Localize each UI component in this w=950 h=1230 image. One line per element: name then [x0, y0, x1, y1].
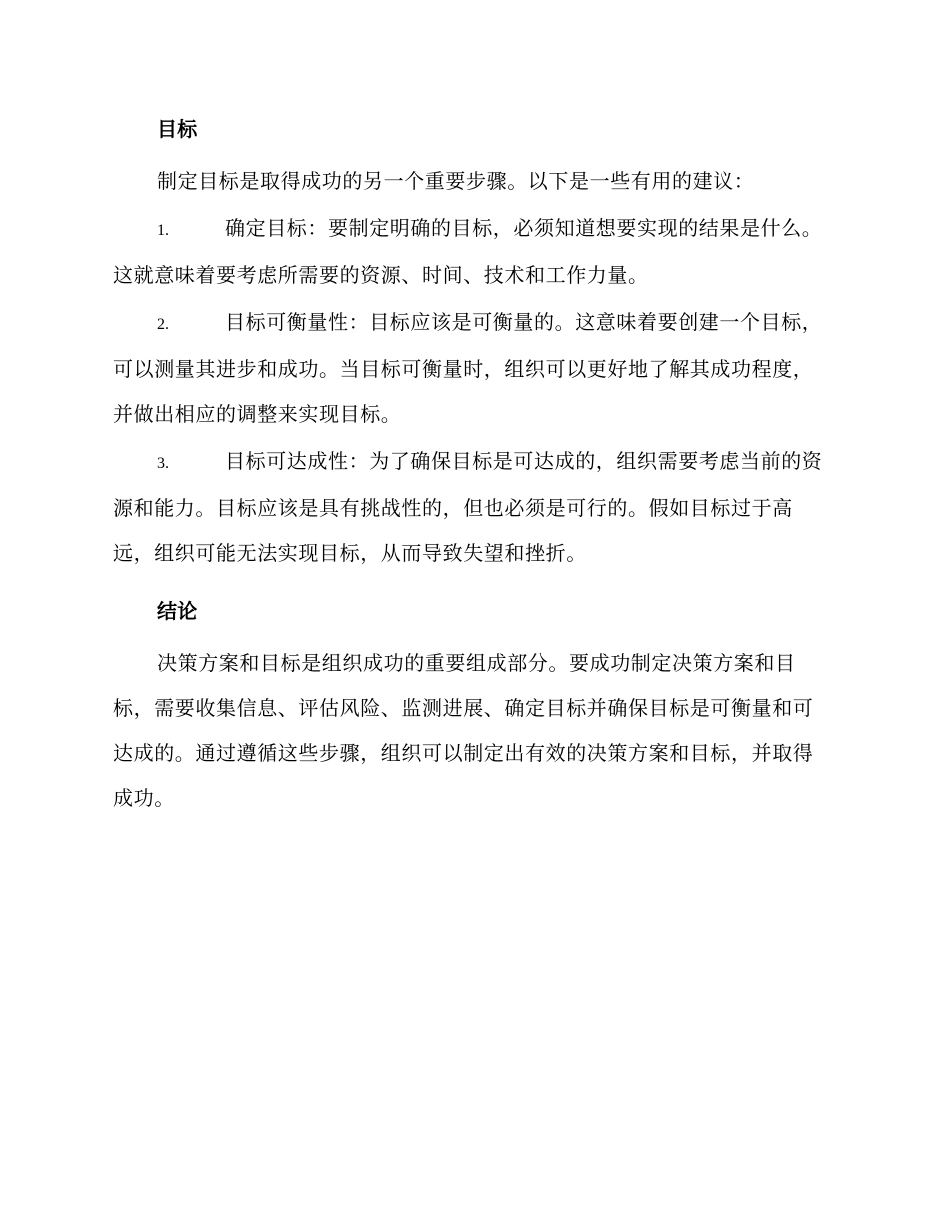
goal-intro-paragraph: 制定目标是取得成功的另一个重要步骤。以下是一些有用的建议： — [157, 169, 755, 193]
list-number: 3. — [157, 455, 169, 472]
section-heading-goal: 目标 — [157, 117, 198, 141]
list-item-text: 确定目标：要制定明确的目标，必须知道想要实现的结果是什么。这就意味着要考虑所需要的资源、时间、技术和工作力量。 — [113, 216, 823, 287]
goal-list-item-2 — [113, 300, 833, 437]
list-number: 2. — [157, 316, 169, 333]
list-number: 1. — [157, 222, 169, 239]
goal-list-item-3 — [113, 439, 833, 576]
list-item-text: 目标可达成性：为了确保目标是可达成的，组织需要考虑当前的资源和能力。目标应该是具有挑战性的，但也必须是可行的。假如目标过于高远，组织可能无法实现目标，从而导致失望和挫折。 — [113, 449, 823, 565]
spacer — [113, 628, 833, 641]
conclusion-paragraph: 决策方案和目标是组织成功的重要组成部分。要成功制定决策方案和目标，需要收集信息、评估风险、监测进展、确定目标并确保目标是可衡量和可达成的。通过遵循这些步骤，组织可以制定出有效的决策方案和目标，并取得成功。 — [113, 651, 814, 810]
section-heading-conclusion: 结论 — [157, 599, 198, 623]
document-page — [113, 112, 833, 821]
spacer — [113, 576, 833, 594]
spacer — [113, 146, 833, 159]
goal-list-item-1 — [113, 206, 833, 298]
list-item-text: 目标可衡量性：目标应该是可衡量的。这意味着要创建一个目标，可以测量其进步和成功。当目标可衡量时，组织可以更好地了解其成功程度，并做出相应的调整来实现目标。 — [113, 310, 823, 426]
